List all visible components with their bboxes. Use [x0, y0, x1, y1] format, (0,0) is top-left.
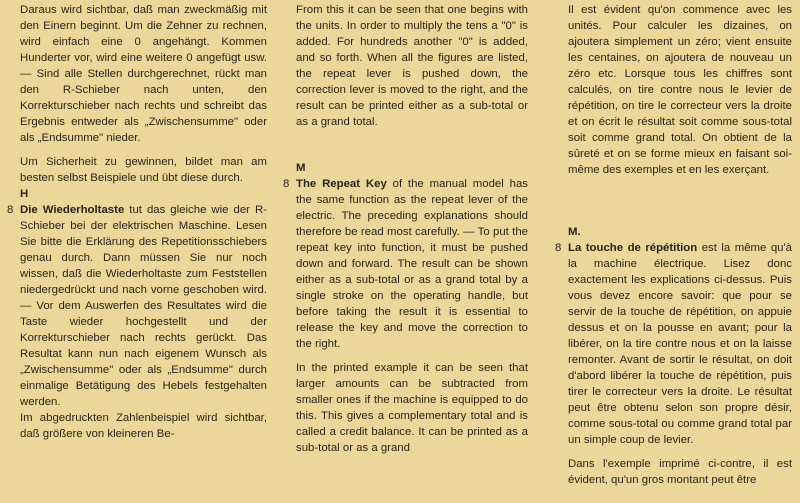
german-paragraph-4: Im abgedruckten Zahlenbeispiel wird sichtbar, daß größere von kleineren Be-	[20, 412, 267, 440]
german-paragraph-3-text: tut das gleiche wie der R-Schieber bei der elektrischen Maschine. Lesen Sie bitte die Erklärung des Repetitionsschiebers genau durch. Dann müssen Sie nur noch wissen, daß die Wiederholtaste zum Feststellen niedergedrückt und nach vorne geschoben wird. — Vor dem Auswerfen des Resultates wird die Taste wieder hochgestellt und der Korrekturschieber nach rechts gerückt. Das Resultat kann nun nach eigenem Wunsch als „Zwischensumme" oder als „Endsumme" durch einmalige Betätigung des Hebels festgehalten werden.	[20, 204, 267, 408]
german-column	[7, 2, 267, 442]
english-paragraph-1: From this it can be seen that one begins with the units. In order to multiply the tens a "0" is added. For hundreds another "0" is added, and so forth. When all the figures are listed, the repeat lever is pushed down, the correction lever is moved to the right, and the result can be printed either as a sub-total or as a grand total.	[296, 4, 528, 128]
german-paragraph-1: Daraus wird sichtbar, daß man zweckmäßig mit den Einern beginnt. Um die Zehner zu rechnen, wird einfach eine 0 angehängt. Kommen Hunderter vor, wird eine weitere 0 angefügt usw. — Sind alle Stellen durchgerechnet, rückt man den R-Schieber nach unten, den Korrekturschieber nach rechts und schreibt das Ergebnis entweder als „Zwischensumme" oder als „Endsumme" nieder.	[20, 4, 267, 144]
french-section	[555, 240, 793, 448]
french-paragraph-3: Dans l'exemple imprimé ci-contre, il est évident, qu'un gros montant peut être	[568, 458, 792, 486]
german-paragraph-2: Um Sicherheit zu gewinnen, bildet man am besten selbst Beispiele und übt diese durch.	[20, 156, 267, 184]
english-section-number: 8	[283, 178, 290, 190]
german-section	[7, 202, 267, 410]
english-column	[283, 2, 528, 456]
french-lead-term: La touche de répétition	[568, 242, 698, 254]
english-paragraph-2	[296, 176, 528, 352]
french-paragraph-2	[568, 240, 792, 448]
english-lead-term: The Repeat Key	[296, 178, 387, 190]
english-section	[283, 176, 528, 352]
french-paragraph-2-text: est la même qu'à la machine électrique. Lisez donc exactement les explications ci-dessus. Puis vous devez encore savoir: que pour se servir de la touche de répétition, on appuie dessus et on la pousse en avant; pour la libérer, on la tire contre nous et on la laisse remonter. Avant de sortir le résultat, on doit d'abord libérer la touche de répétition, puis tirer le correcteur vers la droite. Le résultat peut être obtenu selon son propre désir, comme sous-total ou comme grand total par un simple coup de levier.	[568, 242, 793, 446]
english-paragraph-2-text: of the manual model has the same function as the repeat lever of the electric. The preceding explanations should therefore be read most carefully. — To put the repeat key into function, it must be pushed down and forward. The result can be shown either as a sub-total or as a grand total by a single stroke on the operating handle, but before taking the result it is essential to release the key and move the correction to the right.	[296, 178, 528, 350]
english-paragraph-3: In the printed example it can be seen that larger amounts can be subtracted from smaller ones if the machine is equipped to do this. This gives a complementary total and is called a credit balance. It can be printed as a sub-total or as a grand	[296, 362, 528, 454]
french-section-heading: M.	[568, 226, 581, 238]
german-paragraph-3	[20, 202, 267, 410]
french-column	[555, 2, 793, 488]
french-section-number: 8	[555, 242, 562, 254]
german-lead-term: Die Wiederholtaste	[20, 204, 125, 216]
german-section-number: 8	[7, 204, 14, 216]
english-section-heading: M	[296, 162, 306, 174]
german-section-heading: H	[20, 188, 29, 200]
french-paragraph-1: Il est évident qu'on commence avec les unités. Pour calculer les dizaines, on ajoutera simplement un zéro; vient ensuite les centaines, on ajoutera de nouveau un zéro etc. Lorsque tous les chiffres sont calculés, on tire contre nous le levier de répétition, on tire le correcteur vers la droite et on écrit le résultat soit comme sous-total soit comme grand total. On obtient de la sûreté et on se forme mieux en faisant soi-même des exemples et en les exerçant.	[568, 4, 792, 176]
